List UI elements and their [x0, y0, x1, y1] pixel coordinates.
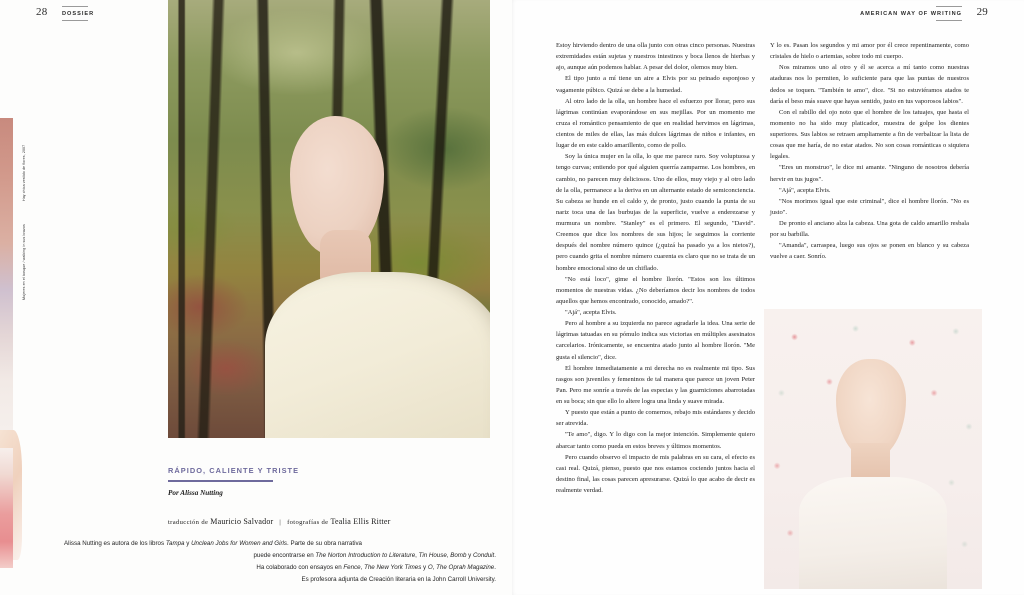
running-head-right: AMERICAN WAY OF WRITING: [860, 11, 962, 17]
bio-line-1: [36, 538, 496, 550]
photographer-name: Tealia Ellis Ritter: [330, 517, 391, 527]
left-bleed-artwork: [0, 118, 13, 448]
bio-text: Alissa Nutting es autora de los libros: [64, 540, 166, 547]
title-block: [168, 466, 492, 526]
bio-text: ,: [360, 564, 365, 572]
body-paragraph: "Ajá", acepta Elvis.: [779, 186, 831, 194]
article-byline: Por Alissa Nutting: [168, 489, 223, 498]
credit-separator: |: [279, 519, 282, 527]
body-column-1: [556, 40, 755, 496]
body-paragraph: Con el rabillo del ojo noto que el hombre de los tatuajes, que hasta el momento no ha sido muy platicador, muestra de golpe los dientes superiores. Sus labios se retraen ampliamente a fin de verbalizar la lista de cosas que me haría, de no estar atados. No son cosas románticas o siquiera legales.: [770, 108, 969, 161]
translator-name: Mauricio Salvador: [210, 517, 274, 527]
body-paragraph: Pero cuando observo el impacto de mis palabras en su cara, el efecto es casi real. Quizá, pienso, puesto que nos estamos cociendo juntos hacia el destino final, las cosas parecen apresurarse. Quizá lo que acabo de decir es realmente verdad.: [556, 453, 755, 494]
secondary-photograph: [764, 309, 982, 589]
portrait2-tank-top: [799, 477, 947, 589]
bio-text: y: [184, 540, 192, 547]
pub-fence: Fence: [343, 564, 361, 572]
body-paragraph: "Nos morimos igual que este criminal", dice el hombre llorón. "No es justo".: [770, 197, 969, 216]
body-paragraph: Nos miramos uno al otro y él se acerca a mí tanto como nuestras ataduras nos lo permiten, lo suficiente para que las puntas de nuestros dedos se toquen. "También te amo", dice. "Si no estuviéramos atados te daría el beso más suave que hayas sentido, justo en tus vaporosos labios".: [770, 64, 969, 105]
runhead-rule-bottom-right: [936, 20, 962, 21]
bio-line-2: [36, 550, 496, 562]
body-paragraph: Y puesto que están a punto de comernos, rebajo mis estándares y decido ser atrevida.: [556, 409, 755, 428]
bio-text: .: [494, 564, 496, 572]
hero-sweater: [265, 272, 490, 438]
bio-text: puede encontrarse en: [253, 552, 316, 560]
body-paragraph: Estoy hirviendo dentro de una olla junto con otras cinco personas. Nuestras extremidades están sujetas y nuestros intestinos y boca llenos de hierbas y ajo, aunque aún podemos hablar. A pesar del dolor, olemos muy bien.: [556, 42, 755, 72]
bio-text: y: [466, 552, 473, 560]
body-column-2: [770, 40, 969, 263]
translation-label: traducción de: [168, 519, 209, 527]
pub-nyt: The New York Times: [364, 564, 422, 572]
photo-credit-line-2: Hay chica vestido de flores, 2007: [22, 144, 26, 201]
bio-text: Ha colaborado con ensayos en: [256, 564, 344, 572]
bio-text: ,: [446, 552, 451, 560]
page-number-left: 28: [36, 6, 48, 18]
body-paragraph: El tipo junto a mí tiene un aire a Elvis por su peinado esponjoso y vagamente púbico. Quizá se debe a la humedad.: [556, 75, 755, 94]
body-paragraph: De pronto el anciano alza la cabeza. Una gota de caldo amarillo resbala por su barbilla.: [770, 220, 969, 239]
photography-label: fotografías de: [287, 519, 329, 527]
runhead-rule-top-right: [936, 6, 962, 7]
body-paragraph: Al otro lado de la olla, un hombre hace el esfuerzo por llorar, pero sus lágrimas continúan evaporándose en sus mejillas. Por un momento me cruza el romántico pensamiento de que en realidad hervimos en lágrimas, cientos de miles de ellas, las más dulces lágrimas de niños e infantes, en lugar de en este caldo amarillento, como de pollo.: [556, 97, 755, 150]
bio-text: .: [494, 552, 496, 560]
bio-line-3: [36, 562, 496, 574]
bio-text: . Parte de su obra narrativa: [287, 540, 362, 547]
body-paragraph: Y lo es. Pasan los segundos y mi amor por él crece repentinamente, como cristales de hielo o artemias, sobre todo mi cuerpo.: [770, 42, 969, 61]
pub-tin-house: Tin House: [418, 552, 447, 560]
pub-norton: The Norton Introduction to Literature: [315, 552, 416, 560]
hero-photograph: [168, 0, 490, 438]
article-title: RÁPIDO, CALIENTE Y TRISTE: [168, 466, 300, 475]
photo-credit-line-1: Mujeres en el bosque / walking in sus brazos: [22, 224, 26, 300]
body-paragraph: Pero al hombre a su izquierda no parece agradarle la idea. Una serie de lágrimas tatuadas en su pómulo indica sus victorias en múltiples asesinatos carcelarios. Irónicamente, se encuentra atado junto al hombre llorón. "Me gusta el silencio", dice.: [556, 320, 755, 361]
body-paragraph: El hombre inmediatamente a mi derecha no es realmente mi tipo. Sus rasgos son juveniles y femeninos de tal manera que parece un joven Peter Pan. Pero me sonríe a través de las especias y las guarniciones abarrotadas en su boca; sin que ello lo altere logra una linda y suave mirada.: [556, 364, 755, 405]
title-rule: [168, 480, 273, 482]
body-paragraph: "Amanda", carraspea, luego sus ojos se ponen en blanco y su cabeza vuelve a caer. Sonrío.: [770, 242, 969, 261]
bio-line-4: Es profesora adjunta de Creación literaria en la John Carroll University.: [301, 576, 496, 584]
book-title-tampa: Tampa: [165, 540, 185, 547]
body-paragraph: "Ajá", acepta Elvis.: [565, 309, 617, 316]
pub-bomb: Bomb: [450, 552, 467, 560]
body-paragraph: Soy la única mujer en la olla, lo que me parece raro. Soy voluptuosa y tengo curvas; entiendo por qué alguien querría zamparme. Los hombres, en cambio, no parecen muy deliciosos. Uno de ellos, muy viejo y al otro lado de la olla, permanece a la deriva en un alternante estado de semiconciencia. Su cabeza se hunde en el caldo y, de pronto, justo cuando la punta de su nariz toca una de las burbujas de la superficie, vuelve a enderezarse y murmura un nombre. "Stanley" es el primero. El segundo, "David". Creemos que dice los nombres de sus hijos; le seguimos la corriente después del nombre número quince (¿quizá ha pasado ya a los nietos?), pero cuando grita el nombre número cuarenta es claro que no se trata de un hombre emocional sino de un chiflado.: [556, 153, 755, 272]
body-paragraph: "No está loco", gime el hombre llorón. "Estos son los últimos momentos de nuestras vidas. ¿No deberíamos decir los nombres de todos aquellos que hemos encontrado, conocido, amado?".: [556, 275, 755, 305]
page-number-right: 29: [976, 6, 988, 18]
body-paragraph: "Te amo", digo. Y lo digo con la mejor intención. Simplemente quiero abarcar tanto como pueda en estos breves y últimos momentos.: [556, 431, 755, 450]
left-bleed-artwork-lower: [0, 448, 13, 568]
photo-credit-rotated: [22, 110, 27, 300]
pub-oprah: O, The Oprah Magazine: [427, 564, 495, 572]
body-paragraph: "Eres un monstruo", le dice mi amante. "Ninguno de nosotros debería hervir en tus jugos".: [770, 164, 969, 183]
production-credits: [168, 517, 492, 526]
hero-portrait-subject: [277, 92, 490, 438]
runhead-rule-top-left: [62, 6, 88, 7]
pub-conduit: Conduit: [472, 552, 495, 560]
bio-text: y: [421, 564, 428, 572]
runhead-rule-bottom-left: [62, 20, 88, 21]
bio-text: ,: [415, 552, 419, 560]
book-title-unclean-jobs: Unclean Jobs for Women and Girls: [191, 540, 288, 547]
running-head-left: DOSSIER: [62, 11, 95, 17]
author-bio: [36, 538, 496, 586]
